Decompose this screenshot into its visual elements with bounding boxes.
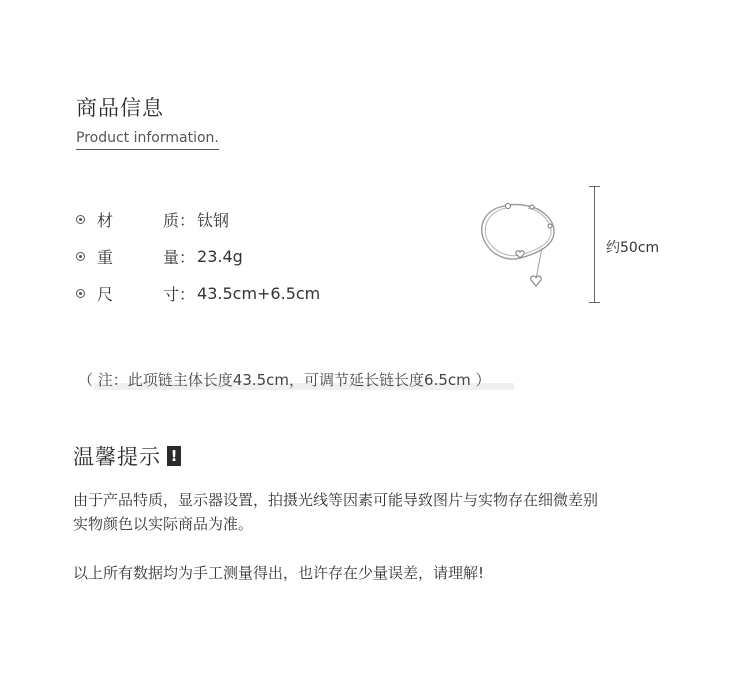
spec-label: 尺 寸 [97,284,179,304]
spec-separator: ： [179,210,196,230]
warning-paragraph-2: 以上所有数据均为手工测量得出，也许存在少量误差，请理解! [73,564,485,582]
spec-row-material [76,208,229,230]
warning-paragraph-line1: 由于产品特质，显示器设置，拍摄光线等因素可能导致图片与实物存在细微差别 [73,491,599,509]
bullet-circle-icon [76,215,85,224]
warning-title: 温馨提示 [73,445,161,469]
bullet-circle-icon [76,252,85,261]
length-note: （ 注：此项链主体长度43.5cm，可调节延长链长度6.5cm ） [78,371,491,389]
spec-label: 材 质 [97,210,179,230]
dimension-label: 约50cm [606,240,660,256]
page-subtitle: Product information. [76,130,219,150]
spec-label: 重 量 [97,247,179,267]
dimension-cap-bottom [589,302,600,303]
spec-value: 钛钢 [197,210,230,230]
warning-heading [73,441,181,471]
anklet-product-image [474,196,564,296]
exclamation-icon: ! [167,446,181,466]
spec-row-size [76,282,320,304]
spec-value: 23.4g [197,246,243,266]
spec-separator: ： [179,284,196,304]
spec-row-weight [76,245,243,267]
page-title: 商品信息 [76,96,164,120]
spec-value: 43.5cm+6.5cm [197,283,321,303]
spec-separator: ： [179,247,196,267]
dimension-cap-top [589,186,600,187]
bullet-circle-icon [76,289,85,298]
warning-paragraph-line2: 实物颜色以实际商品为准。 [73,515,254,533]
dimension-line-icon [594,186,595,302]
